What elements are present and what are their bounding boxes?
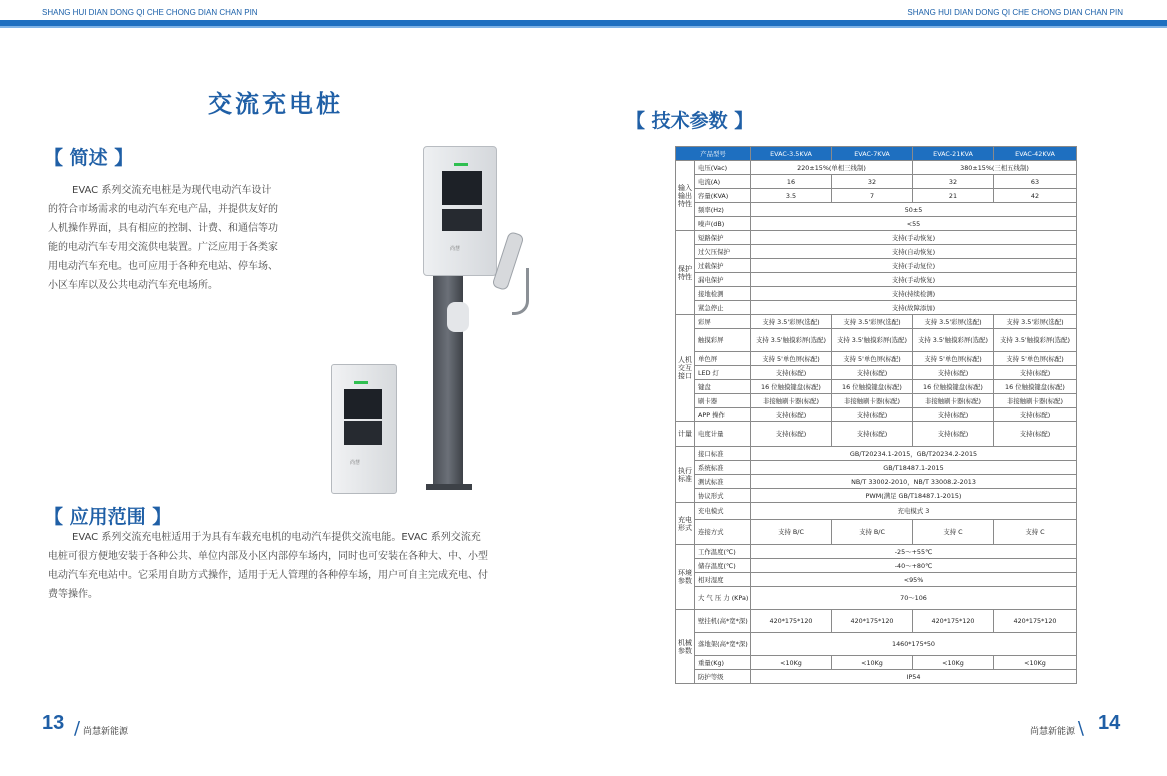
table-cell: 支持 5'单色屏(标配) [994, 352, 1077, 366]
table-cell: 70～106 [751, 587, 1077, 610]
table-cell: 16 位触摸键盘(标配) [751, 380, 832, 394]
table-row [676, 587, 1077, 610]
table-cell: 3.5 [751, 189, 832, 203]
table-cell: -25～+55℃ [751, 545, 1077, 559]
table-cell: PWM(满足 GB/T18487.1-2015) [751, 489, 1077, 503]
application-line: 费等操作。 [48, 589, 98, 600]
table-cell: 支持(标配) [994, 366, 1077, 380]
table-cell: 支持 3.5'彩屏(选配) [913, 315, 994, 329]
table-cell: 非接触刷卡器(标配) [994, 394, 1077, 408]
table-row [676, 301, 1077, 315]
table-cell: 支持(标配) [751, 366, 832, 380]
row-label: 电流(A) [695, 175, 751, 189]
group-label-charge: 充电形式 [676, 503, 695, 545]
table-row [676, 189, 1077, 203]
table-cell: 支持(故障添加) [751, 301, 1077, 315]
table-cell: 支持 3.5'触摸彩屏(选配) [751, 329, 832, 352]
table-row [676, 656, 1077, 670]
row-label: 刷卡器 [695, 394, 751, 408]
table-row [676, 259, 1077, 273]
charger-screen [442, 171, 482, 205]
overview-line: EVAC 系列交流充电桩是为现代电动汽车设计 [72, 185, 272, 196]
page-title: 交流充电桩 [208, 90, 343, 118]
row-label: 短路保护 [695, 231, 751, 245]
row-label: 系统标准 [695, 461, 751, 475]
table-cell: 支持(标配) [751, 422, 832, 447]
table-cell: -40～+80℃ [751, 559, 1077, 573]
page-number-left: 13 [42, 712, 65, 734]
table-cell: <95% [751, 573, 1077, 587]
table-row [676, 545, 1077, 559]
row-label: 噪声(dB) [695, 217, 751, 231]
table-row [676, 520, 1077, 545]
table-row [676, 573, 1077, 587]
table-cell: 420*175*120 [832, 610, 913, 633]
table-cell: 420*175*120 [994, 610, 1077, 633]
table-cell: 支持 C [913, 520, 994, 545]
row-label: 键盘 [695, 380, 751, 394]
table-row [676, 447, 1077, 461]
table-cell: <10Kg [751, 656, 832, 670]
charger-keypad [344, 421, 382, 445]
row-label: 接口标准 [695, 447, 751, 461]
table-cell: 支持(标配) [832, 408, 913, 422]
group-label-hmi: 人机交互接口 [676, 315, 695, 422]
floor-charger-housing [423, 146, 497, 276]
row-label: 触摸彩屏 [695, 329, 751, 352]
table-row [676, 380, 1077, 394]
row-label: 协议形式 [695, 489, 751, 503]
table-cell: 充电模式 3 [751, 503, 1077, 520]
group-label-std: 执行标准 [676, 447, 695, 503]
table-cell: GB/T20234.1-2015，GB/T20234.2-2015 [751, 447, 1077, 461]
table-cell: 220±15%(单相三线制) [751, 161, 913, 175]
table-cell: 支持 5'单色屏(标配) [832, 352, 913, 366]
row-label: 过载保护 [695, 259, 751, 273]
table-row [676, 203, 1077, 217]
table-header-cell: 产品型号 [676, 147, 751, 161]
table-cell: 32 [832, 175, 913, 189]
charger-pole-base [426, 484, 472, 490]
table-cell: 支持(持续检测) [751, 287, 1077, 301]
table-header-cell: EVAC-42KVA [994, 147, 1077, 161]
table-cell: 支持 3.5'触摸彩屏(选配) [913, 329, 994, 352]
table-cell: 支持(标配) [913, 408, 994, 422]
page-number-right: 14 [1098, 712, 1121, 734]
table-row [676, 408, 1077, 422]
charger-brand-mark: 尚慧 [450, 246, 461, 252]
table-row [676, 503, 1077, 520]
table-cell: 支持(标配) [751, 408, 832, 422]
application-line: 电动汽车充电站中。它采用自助方式操作，适用于无人管理的各种停车场，用户可自主完成充电、付 [48, 570, 488, 581]
spec-table-title: 【 技术参数 】 [626, 110, 754, 132]
table-cell: <10Kg [832, 656, 913, 670]
overview-heading: 【 简述 】 [44, 147, 134, 169]
wall-charger-housing [331, 364, 397, 494]
table-cell: 支持(标配) [913, 366, 994, 380]
table-cell: 16 位触摸键盘(标配) [913, 380, 994, 394]
table-cell: IP54 [751, 670, 1077, 684]
charger-keypad [442, 209, 482, 231]
row-label: 电压(Vac) [695, 161, 751, 175]
row-label: LED 灯 [695, 366, 751, 380]
row-label: 相对湿度 [695, 573, 751, 587]
group-label-protect: 保护特性 [676, 231, 695, 315]
footer-logo-right [1030, 718, 1084, 739]
table-row [676, 231, 1077, 245]
row-label: 储存温度(℃) [695, 559, 751, 573]
table-row [676, 670, 1077, 684]
table-cell: 支持(标配) [994, 422, 1077, 447]
row-label: 壁挂机(高*宽*深) [695, 610, 751, 633]
table-cell: 支持 B/C [751, 520, 832, 545]
application-line: EVAC 系列交流充电桩适用于为具有车载充电机的电动汽车提供交流电能。EVAC 系列交流充 [72, 532, 481, 543]
overview-paragraph [48, 181, 318, 295]
table-cell: 支持(手动恢复) [751, 231, 1077, 245]
overview-line: 的符合市场需求的电动汽车充电产品，并提供友好的 [48, 204, 278, 215]
table-row [676, 394, 1077, 408]
table-cell: 支持 3.5'彩屏(选配) [751, 315, 832, 329]
table-cell: <10Kg [994, 656, 1077, 670]
status-light [354, 381, 368, 384]
footer-slash: / [74, 718, 81, 739]
row-label: 连接方式 [695, 520, 751, 545]
table-cell: 支持(标配) [994, 408, 1077, 422]
table-cell: 380±15%(三相五线制) [913, 161, 1077, 175]
table-cell: 16 位触摸键盘(标配) [994, 380, 1077, 394]
table-cell: 支持 3.5'彩屏(选配) [832, 315, 913, 329]
header-bar-accent [0, 26, 1167, 28]
row-label: 大 气 压 力 (KPa) [695, 587, 751, 610]
spec-table [675, 146, 1077, 684]
table-cell: 支持(自动恢复) [751, 245, 1077, 259]
table-cell: 42 [994, 189, 1077, 203]
table-row [676, 422, 1077, 447]
table-row [676, 315, 1077, 329]
header-pinyin-left: SHANG HUI DIAN DONG QI CHE CHONG DIAN CHAN PIN [42, 8, 258, 17]
table-cell: 支持(标配) [832, 422, 913, 447]
table-cell: 32 [913, 175, 994, 189]
table-row [676, 287, 1077, 301]
table-cell: NB/T 33002-2010，NB/T 33008.2-2013 [751, 475, 1077, 489]
group-label-meter: 计量 [676, 422, 695, 447]
table-cell: 支持 C [994, 520, 1077, 545]
overview-line: 人机操作界面，具有相应的控制、计费、和通信等功 [48, 223, 278, 234]
row-label: 电度计量 [695, 422, 751, 447]
row-label: 充电模式 [695, 503, 751, 520]
table-row [676, 489, 1077, 503]
table-cell: 16 位触摸键盘(标配) [832, 380, 913, 394]
table-cell: 非接触刷卡器(标配) [913, 394, 994, 408]
table-cell: 63 [994, 175, 1077, 189]
table-row [676, 461, 1077, 475]
table-header-row [676, 147, 1077, 161]
table-cell: <55 [751, 217, 1077, 231]
application-paragraph [48, 528, 548, 604]
table-cell: 支持 3.5'触摸彩屏(选配) [994, 329, 1077, 352]
table-row [676, 273, 1077, 287]
charging-cable [512, 268, 529, 315]
table-row [676, 175, 1077, 189]
charger-screen [344, 389, 382, 419]
charger-brand-mark: 尚慧 [350, 460, 361, 466]
row-label: 落地架(高*宽*深) [695, 633, 751, 656]
footer-logo-text: 尚慧新能源 [1030, 727, 1076, 737]
header-pinyin-right: SHANG HUI DIAN DONG QI CHE CHONG DIAN CHAN PIN [907, 8, 1123, 17]
application-line: 电桩可很方便地安装于各种公共、单位内部及小区内部停车场内，同时也可安装在各种大、中、小型 [48, 551, 488, 562]
group-label-io: 输入输出特性 [676, 161, 695, 231]
row-label: 彩屏 [695, 315, 751, 329]
footer-logo-left [74, 718, 128, 739]
table-header-cell: EVAC-7KVA [832, 147, 913, 161]
group-label-env: 环境参数 [676, 545, 695, 610]
row-label: 重量(Kg) [695, 656, 751, 670]
table-cell: 支持 B/C [832, 520, 913, 545]
application-heading: 【 应用范围 】 [44, 506, 172, 528]
row-label: 容量(KVA) [695, 189, 751, 203]
table-cell: 支持(标配) [832, 366, 913, 380]
row-label: 工作温度(℃) [695, 545, 751, 559]
table-cell: 非接触刷卡器(标配) [832, 394, 913, 408]
status-light [454, 163, 468, 166]
row-label: 频率(Hz) [695, 203, 751, 217]
table-row [676, 352, 1077, 366]
table-row [676, 610, 1077, 633]
table-cell: 支持 5'单色屏(标配) [751, 352, 832, 366]
table-cell: 420*175*120 [913, 610, 994, 633]
table-cell: 50±5 [751, 203, 1077, 217]
row-label: APP 操作 [695, 408, 751, 422]
table-cell: 420*175*120 [751, 610, 832, 633]
table-cell: 支持 3.5'彩屏(选配) [994, 315, 1077, 329]
row-label: 紧急停止 [695, 301, 751, 315]
table-cell: 16 [751, 175, 832, 189]
table-row [676, 633, 1077, 656]
table-row [676, 329, 1077, 352]
table-header-cell: EVAC-3.5KVA [751, 147, 832, 161]
table-cell: 支持 3.5'触摸彩屏(选配) [832, 329, 913, 352]
table-row [676, 475, 1077, 489]
table-cell: 非接触刷卡器(标配) [751, 394, 832, 408]
table-cell: <10Kg [913, 656, 994, 670]
table-cell: 支持 5'单色屏(标配) [913, 352, 994, 366]
row-label: 防护等级 [695, 670, 751, 684]
overview-line: 能的电动汽车专用交流供电装置。广泛应用于各类家 [48, 242, 278, 253]
table-cell: 1460*175*50 [751, 633, 1077, 656]
table-cell: 21 [913, 189, 994, 203]
table-cell: 7 [832, 189, 913, 203]
row-label: 漏电保护 [695, 273, 751, 287]
table-row [676, 245, 1077, 259]
table-cell: GB/T18487.1-2015 [751, 461, 1077, 475]
table-cell: 支持(标配) [913, 422, 994, 447]
footer-logo-text: 尚慧新能源 [82, 727, 128, 737]
table-row [676, 366, 1077, 380]
row-label: 接地检测 [695, 287, 751, 301]
table-row [676, 559, 1077, 573]
overview-line: 用电动汽车充电。也可应用于各种充电站、停车场、 [48, 261, 278, 272]
footer-slash: \ [1077, 718, 1084, 739]
row-label: 过欠压保护 [695, 245, 751, 259]
table-row [676, 161, 1077, 175]
row-label: 测试标准 [695, 475, 751, 489]
charger-pole-bracket [447, 302, 469, 332]
overview-line: 小区车库以及公共电动汽车充电场所。 [48, 280, 218, 291]
table-row [676, 217, 1077, 231]
group-label-mech: 机械参数 [676, 610, 695, 684]
table-header-cell: EVAC-21KVA [913, 147, 994, 161]
row-label: 单色屏 [695, 352, 751, 366]
table-cell: 支持(手动复位) [751, 259, 1077, 273]
table-cell: 支持(手动恢复) [751, 273, 1077, 287]
